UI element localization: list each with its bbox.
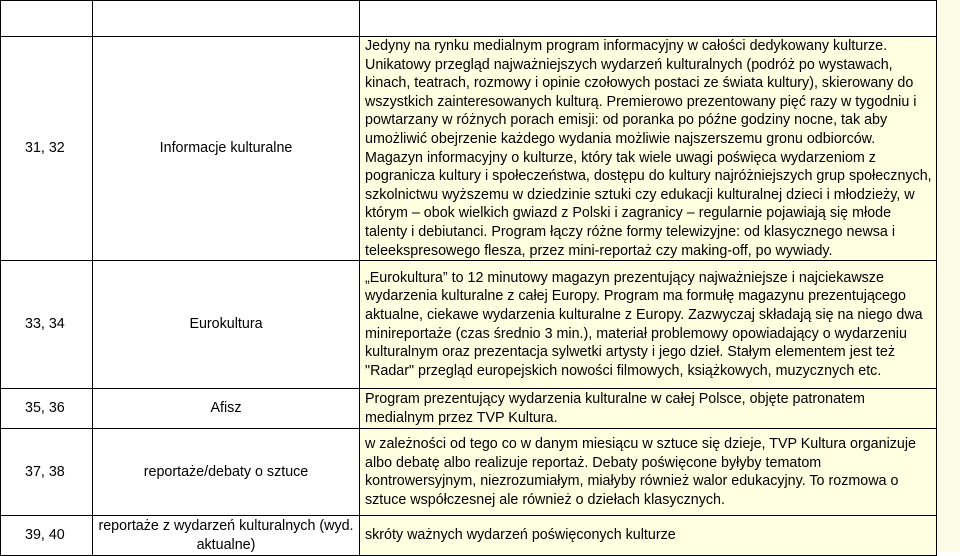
program-title: Afisz xyxy=(93,389,360,429)
program-description xyxy=(360,37,937,261)
page-numbers: 31, 32 xyxy=(1,37,93,261)
description-text: Jedyny na rynku medialnym program informacyjny w całości dedykowany kulturze. Unikatowy przegląd najważniejszych wydarzeń kulturalnych (podróż po wystawach, kinach, teatrach, rozmowy i opinie czołowych postaci ze świata kultury), skierowany do wszystkich zainteresowanych kulturą. Premierowo prezentowany pięć razy w tygodniu i powtarzany w różnych porach emisji: od poranka po późne godziny nocne, tak aby umożliwić obejrzenie każdego wydania możliwie najszerszemu gronu odbiorców. Magazyn informacyjny o kulturze, który tak wiele uwagi poświęca wydarzeniom z pogranicza kultury i społeczeństwa, dostępu do kultury najróżniejszych grup społecznych, szkolnictwu wyższemu w dziedzinie sztuki czy edukacji kulturalnej dzieci i młodzieży, w którym – obok wielkich gwiazd z Polski i zagranicy – regularnie pojawiają się młode talenty i debiutanci. Program łączy różne formy telewizyjne: od klasycznego newsa i teleekspresowego flesza, przez mini-reportaż czy making-off, po wywiady. xyxy=(365,38,932,259)
program-description xyxy=(360,429,937,516)
page-numbers: 37, 38 xyxy=(1,429,93,516)
description-text: skróty ważnych wydarzeń poświęconych kulturze xyxy=(365,527,676,544)
program-title: reportaże/debaty o sztuce xyxy=(93,429,360,516)
empty-cell xyxy=(93,1,360,37)
table-row xyxy=(1,389,937,429)
empty-cell xyxy=(360,1,937,37)
program-description xyxy=(360,261,937,389)
empty-cell xyxy=(1,1,93,37)
page-numbers: 33, 34 xyxy=(1,261,93,389)
table-row xyxy=(1,1,937,37)
program-title: reportaże z wydarzeń kulturalnych (wyd. aktualne) xyxy=(93,516,360,556)
table-row xyxy=(1,429,937,516)
program-description xyxy=(360,516,937,556)
program-title: Eurokultura xyxy=(93,261,360,389)
description-text: Program prezentujący wydarzenia kulturalne w całej Polsce, objęte patronatem medialnym przez TVP Kultura. xyxy=(365,391,865,426)
table-row xyxy=(1,261,937,389)
page-numbers: 35, 36 xyxy=(1,389,93,429)
page-numbers: 39, 40 xyxy=(1,516,93,556)
table-row xyxy=(1,37,937,261)
description-text: „Eurokultura” to 12 minutowy magazyn prezentujący najważniejsze i najciekawsze wydarzenia kulturalne z całej Europy. Program ma formułę magazynu prezentującego aktualne, ciekawe wydarzenia kulturalne z Europy. Zazwyczaj składają się na niego dwa minireportaże (czas średnio 3 min.), materiał problemowy opowiadający o wydarzeniu kulturalnym oraz prezentacja sylwetki artysty i jego dzieł. Stałym elementem jest też "Radar" przegląd europejskich nowości filmowych, książkowych, muzycznych etc. xyxy=(365,269,923,379)
program-title: Informacje kulturalne xyxy=(93,37,360,261)
program-description xyxy=(360,389,937,429)
table-row xyxy=(1,516,937,556)
description-text: w zależności od tego co w danym miesiącu w sztuce się dzieje, TVP Kultura organizuje albo debatę albo realizuje reportaż. Debaty poświęcone byłyby tematom kontrowersyjnym, niezrozumiałym, miałyby również walor edukacyjny. To rozmowa o sztuce współczesnej ale również o dziełach klasycznych. xyxy=(365,435,916,508)
right-margin-strip xyxy=(935,0,960,552)
